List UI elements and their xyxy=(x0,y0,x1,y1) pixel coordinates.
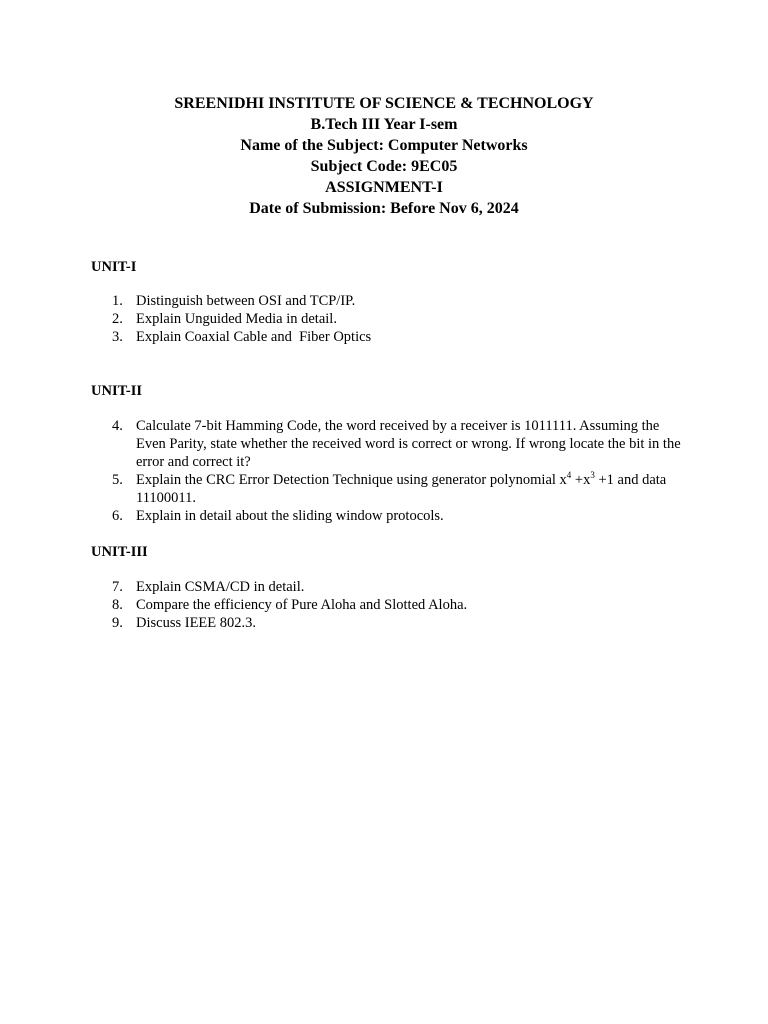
question-item xyxy=(91,310,681,328)
question-number: 1. xyxy=(112,293,123,309)
unit-3-title: UNIT-III xyxy=(91,544,148,560)
question-number: 9. xyxy=(112,615,123,631)
question-item xyxy=(91,596,681,614)
question-text-mid: +x xyxy=(571,472,591,488)
question-item xyxy=(91,292,681,310)
question-item xyxy=(91,578,681,596)
assignment-title: ASSIGNMENT-I xyxy=(325,179,443,196)
exponent-3: 3 xyxy=(590,470,595,481)
question-text: Explain Unguided Media in detail. xyxy=(136,311,337,327)
institute-name: SREENIDHI INSTITUTE OF SCIENCE & TECHNOLOGY xyxy=(174,95,594,112)
question-number: 6. xyxy=(112,508,123,524)
unit-2-title: UNIT-II xyxy=(91,383,143,399)
unit-1-question-list xyxy=(91,292,681,346)
question-number: 8. xyxy=(112,597,123,613)
subject-code: Subject Code: 9EC05 xyxy=(310,158,458,175)
question-item xyxy=(91,417,681,471)
subject-name: Name of the Subject: Computer Networks xyxy=(240,137,528,154)
question-item xyxy=(91,507,681,525)
document-header xyxy=(0,93,768,219)
unit-1-title: UNIT-I xyxy=(91,259,137,275)
question-text: Compare the efficiency of Pure Aloha and Slotted Aloha. xyxy=(136,597,468,613)
submission-date: Date of Submission: Before Nov 6, 2024 xyxy=(249,200,519,217)
question-text-start: Explain the CRC Error Detection Technique using generator polynomial x xyxy=(136,472,567,488)
unit-3-question-list xyxy=(91,578,681,632)
unit-2-question-list xyxy=(91,417,681,525)
question-text: Discuss IEEE 802.3. xyxy=(136,615,257,631)
question-item xyxy=(91,471,681,507)
question-text: Explain in detail about the sliding window protocols. xyxy=(136,508,444,524)
question-text: Explain Coaxial Cable and Fiber Optics xyxy=(136,329,372,345)
question-text: Distinguish between OSI and TCP/IP. xyxy=(136,293,356,309)
question-number: 2. xyxy=(112,311,123,327)
question-number: 7. xyxy=(112,579,123,595)
program-line: B.Tech III Year I-sem xyxy=(310,116,458,133)
question-item xyxy=(91,614,681,632)
question-text-end: +1 and data 11100011. xyxy=(136,472,667,506)
question-number: 4. xyxy=(112,418,123,434)
question-text xyxy=(136,471,681,507)
question-number: 3. xyxy=(112,329,123,345)
question-text: Explain CSMA/CD in detail. xyxy=(136,579,305,595)
question-item xyxy=(91,328,681,346)
question-number: 5. xyxy=(112,472,123,488)
question-text: Calculate 7-bit Hamming Code, the word received by a receiver is 1011111. Assuming the Even Parity, state whether the received word is correct or wrong. If wrong locate the bit in the error and correct it? xyxy=(136,418,681,470)
exponent-4: 4 xyxy=(566,470,572,481)
